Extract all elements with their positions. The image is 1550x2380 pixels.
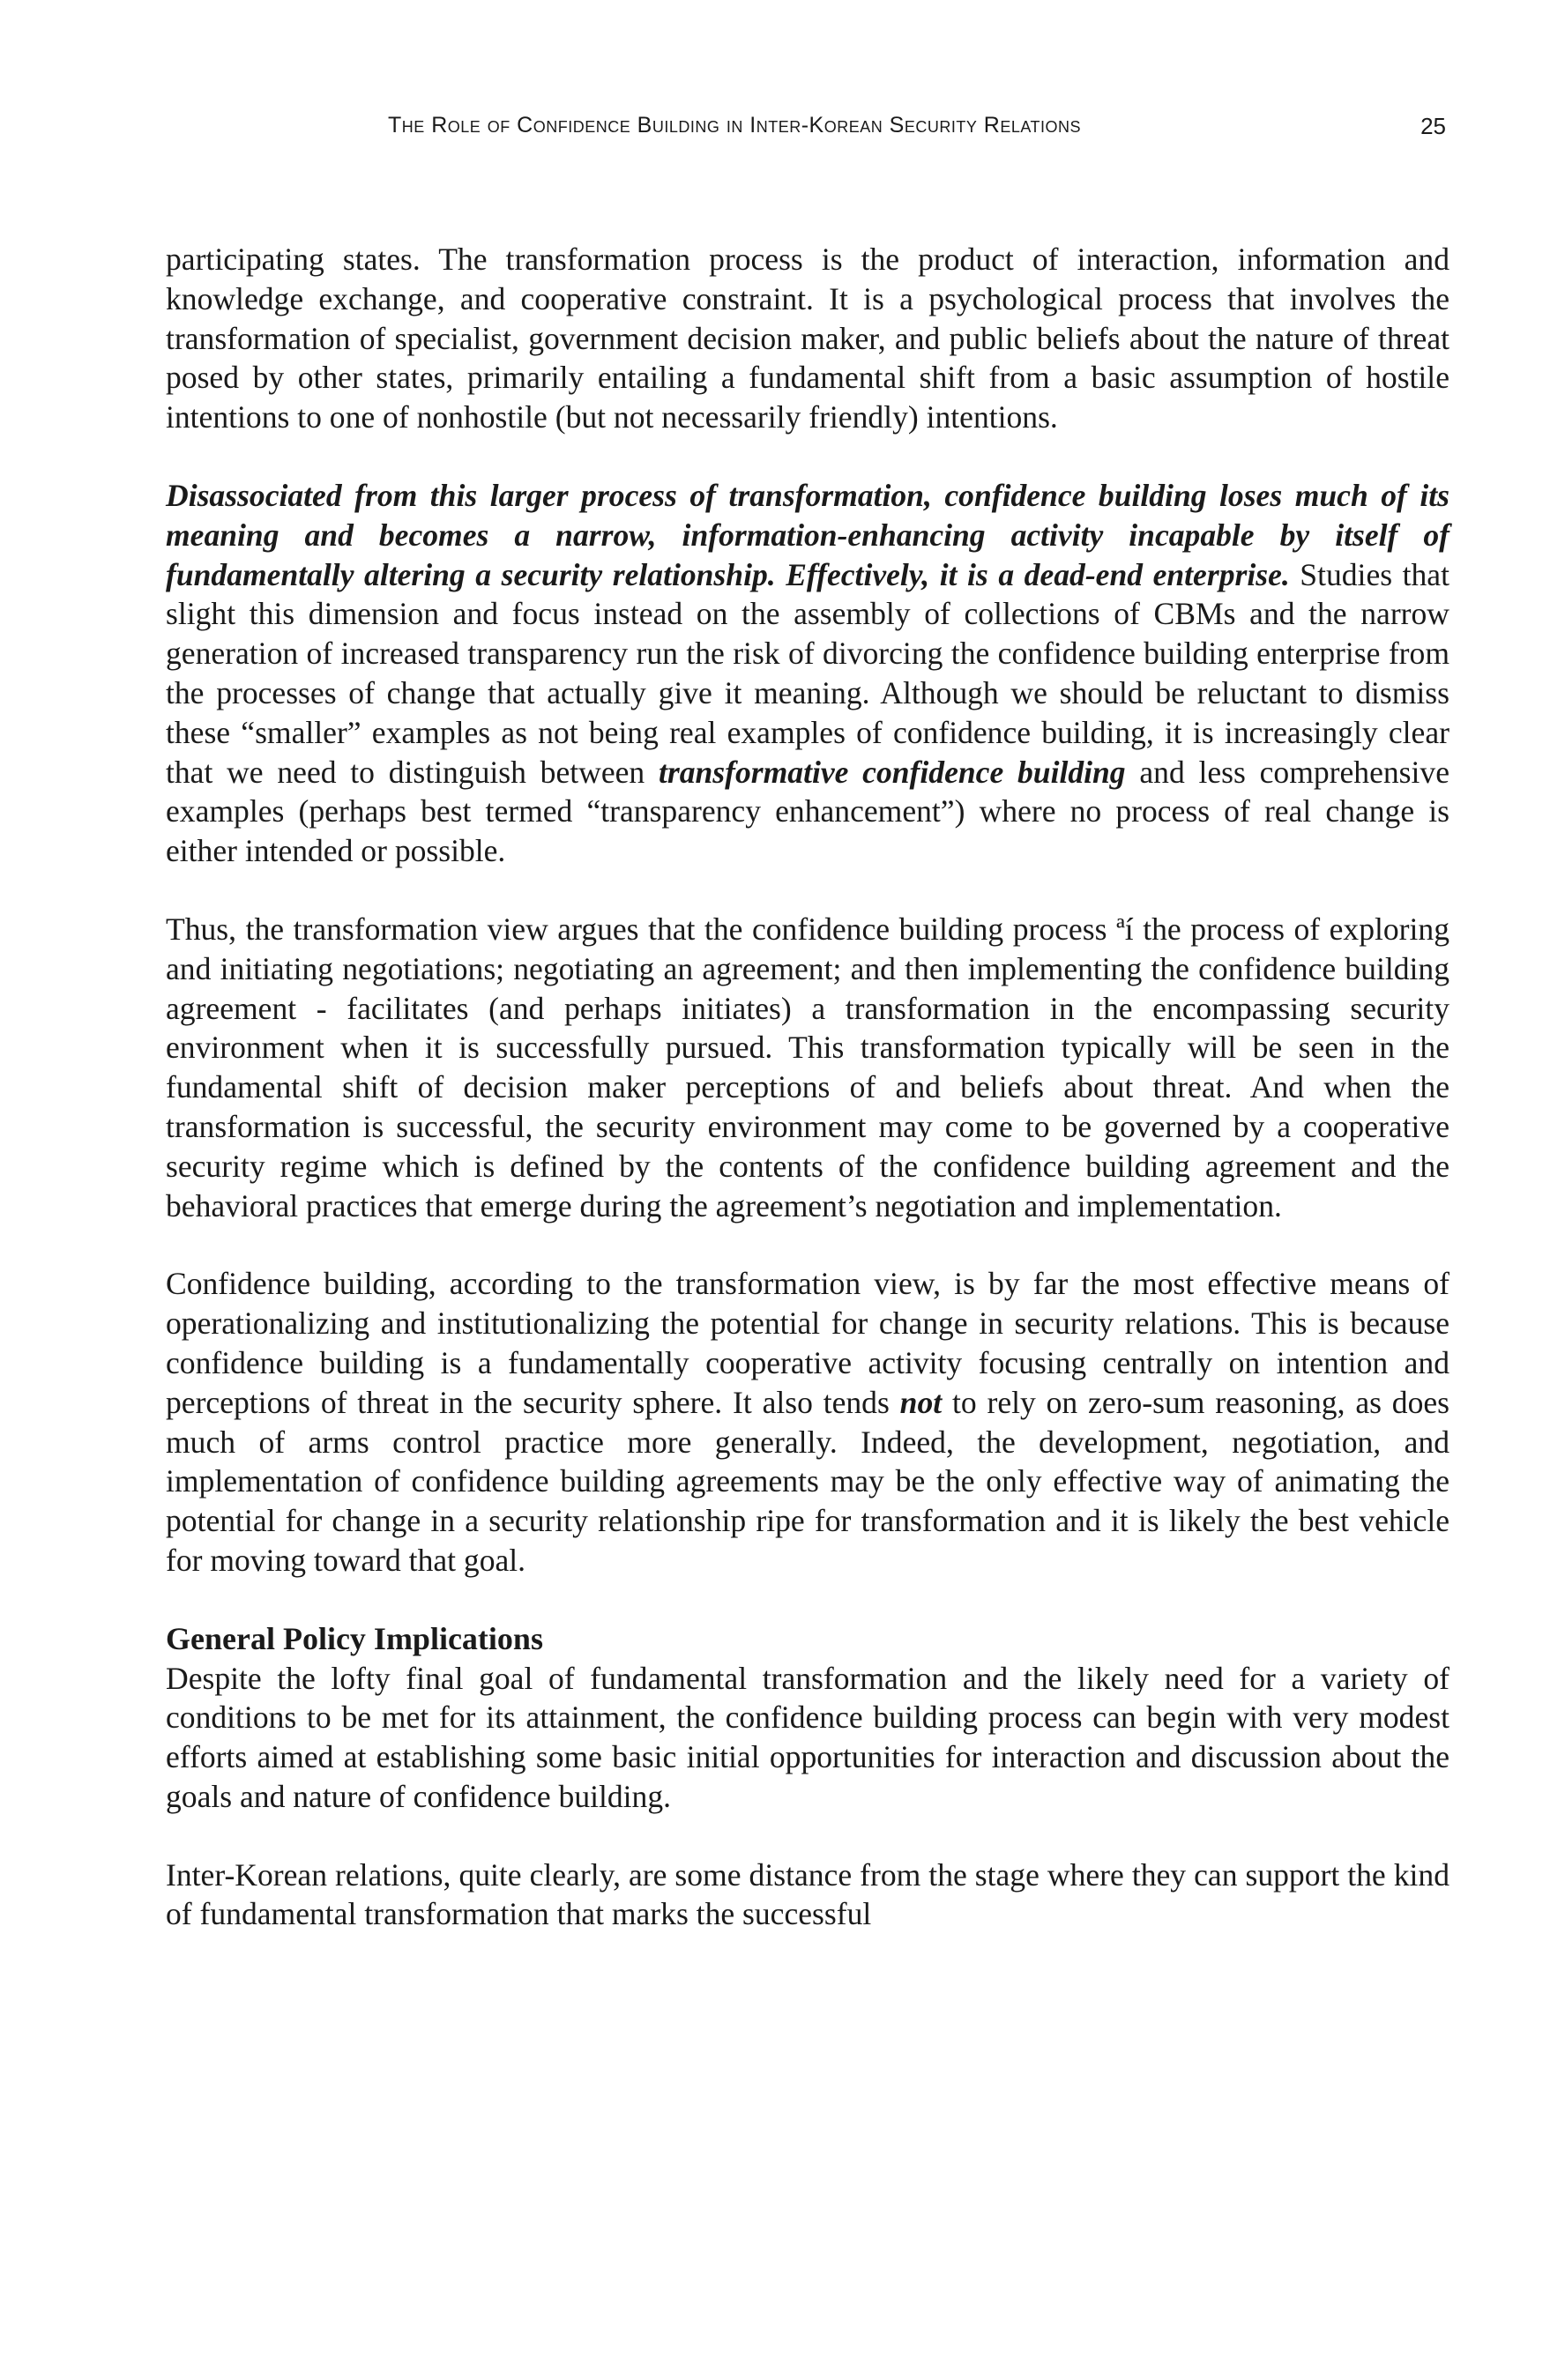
paragraph xyxy=(166,476,1449,871)
paragraph xyxy=(166,1659,1449,1817)
section-heading: General Policy Implications xyxy=(166,1620,543,1656)
paragraph-text: Inter-Korean relations, quite clearly, are some distance from the stage where they can support the kind of fundamental transformation that marks the successful xyxy=(166,1856,1449,1932)
paragraph-text: to rely on zero-sum reasoning, as does much of arms control practice more generally. Indeed, the development, negotiation, and implementation of confidence building agreements may be the only effective way of animating the potential for change in a security relationship ripe for transformation and it is likely the best vehicle for moving toward that goal. xyxy=(166,1384,1450,1578)
running-title: The Role of Confidence Building in Inter-Korean Security Relations xyxy=(388,113,1082,138)
paragraph-text: Thus, the transformation view argues that the confidence building process ªí the process of exploring and initiating negotiations; negotiating an agreement; and then implementing the confidence building agreement - facilitates (and perhaps initiates) a transformation in the encompassing security environment when it is successfully pursued. This transformation typically will be seen in the fundamental shift of decision maker perceptions of and beliefs about threat. And when the transformation is successful, the security environment may come to be governed by a cooperative security regime which is defined by the contents of the confidence building agreement and the behavioral practices that emerge during the agreement’s negotiation and implementation. xyxy=(166,911,1449,1223)
running-head xyxy=(168,113,1446,148)
paragraph xyxy=(166,240,1449,437)
body-text xyxy=(166,240,1449,1934)
paragraph-text: participating states. The transformation process is the product of interaction, information and knowledge exchange, and cooperative constraint. It is a psychological process that involves the transformation of specialist, government decision maker, and public beliefs about the nature of threat posed by other states, primarily entailing a fundamental shift from a basic assumption of hostile intentions to one of nonhostile (but not necessarily friendly) intentions. xyxy=(166,242,1449,435)
page-number: 25 xyxy=(1420,113,1446,139)
emphasis-text: Disassociated from this larger process of transformation, confidence building loses much of its meaning and becomes a narrow, information-enhancing activity incapable by itself of fundamentally altering a security relationship. Effectively, it is a dead-end enterprise. xyxy=(166,477,1449,592)
emphasis-text: not xyxy=(899,1384,943,1420)
paragraph-text: Studies that slight this dimension and focus instead on the assembly of collections of CBMs and the narrow generation of increased transparency run the risk of divorcing the confidence building enterprise from the processes of change that actually give it meaning. Although we should be reluctant to dismiss these “smaller” examples as not being real examples of confidence building, it is increasingly clear that we need to distinguish between xyxy=(166,556,1449,790)
paragraph-text: Despite the lofty final goal of fundamental transformation and the likely need for a variety of conditions to be met for its attainment, the confidence building process can begin with very modest efforts aimed at establishing some basic initial opportunities for interaction and discussion about the goals and nature of confidence building. xyxy=(166,1660,1449,1814)
paragraph-text: Confidence building, according to the transformation view, is by far the most effective means of operationalizing and institutionalizing the potential for change in security relations. This is because confidence building is a fundamentally cooperative activity focusing centrally on intention and perceptions of threat in the security sphere. It also tends xyxy=(166,1266,1449,1420)
paragraph xyxy=(166,1856,1449,1935)
emphasis-text: transformative confidence building xyxy=(658,754,1126,790)
paragraph-text: and less comprehensive examples (perhaps best termed “transparency enhancement”) where no process of real change is either intended or possible. xyxy=(166,754,1449,869)
paragraph xyxy=(166,910,1449,1225)
paragraph xyxy=(166,1264,1449,1580)
